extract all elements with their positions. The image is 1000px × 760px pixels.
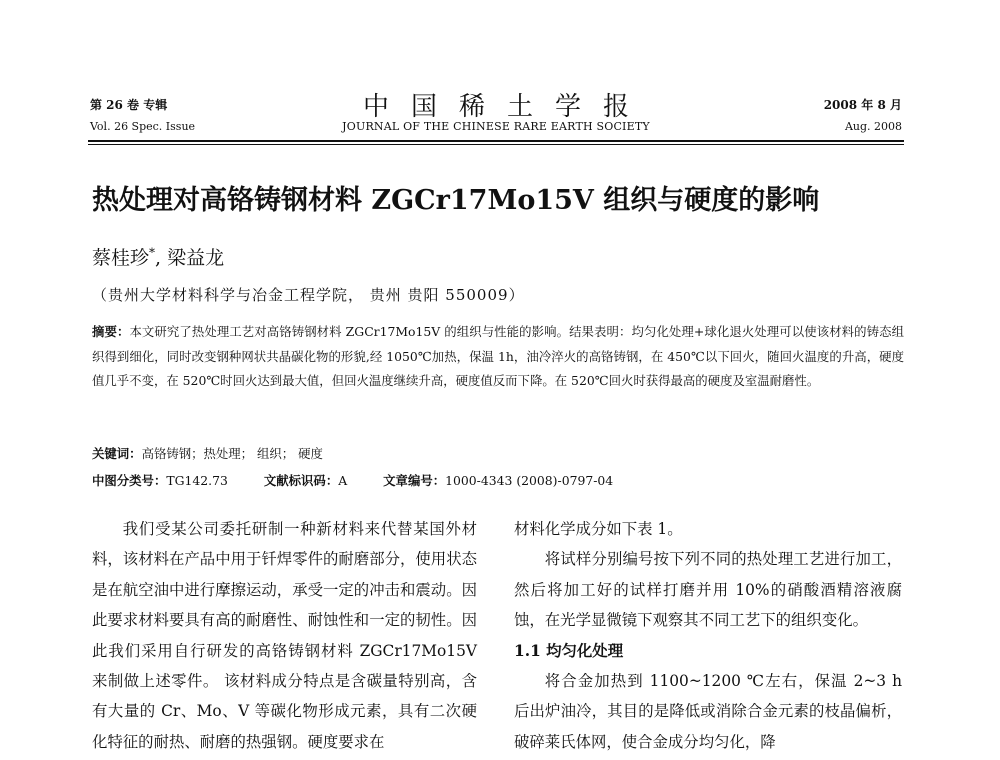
body-column-left <box>92 514 477 757</box>
doc-code-value: A <box>338 473 348 488</box>
article-title: 热处理对高铬铸钢材料 ZGCr17Mo15V 组织与硬度的影响 <box>92 185 820 216</box>
section-heading: 1.1 均匀化处理 <box>514 641 624 660</box>
article-number-value: 1000-4343 (2008)-0797-04 <box>445 473 614 488</box>
volume-en: Vol. 26 Spec. Issue <box>90 120 196 133</box>
header-rule-thin <box>88 144 904 145</box>
clc-value: TG142.73 <box>166 473 228 488</box>
body-paragraph: 将合金加热到 1100~1200 ℃左右，保温 2~3 h 后出炉油冷，其目的是降低或消除合金元素的枝晶偏析，破碎莱氏体网，使合金成分均匀化，降 <box>514 672 902 751</box>
abstract-label: 摘要： <box>92 324 130 339</box>
affiliation: （贵州大学材料科学与冶金工程学院， 贵州 贵阳 550009） <box>92 286 525 304</box>
journal-header-en <box>90 120 902 136</box>
corresponding-mark: * <box>149 245 156 260</box>
keywords-line <box>92 444 323 462</box>
clc-label: 中图分类号： <box>92 473 167 488</box>
author-primary: 蔡桂珍 <box>92 247 150 269</box>
author-secondary: , 梁益龙 <box>155 247 225 269</box>
author-list <box>92 243 224 270</box>
classification-line <box>92 471 613 489</box>
keywords-label: 关键词： <box>92 446 142 461</box>
doc-code-label: 文献标识码： <box>263 473 339 488</box>
journal-header-cn <box>90 86 902 122</box>
article-number-label: 文章编号： <box>383 473 446 488</box>
body-paragraph: 将试样分别编号按下列不同的热处理工艺进行加工，然后将加工好的试样打磨并用 10%的硝酸酒精溶液腐蚀，在光学显微镜下观察其不同工艺下的组织变化。 <box>514 550 902 630</box>
date-cn: 2008 年 8 月 <box>823 98 902 112</box>
header-rule-thick <box>88 140 904 142</box>
body-paragraph: 我们受某公司委托研制一种新材料来代替某国外材料，该材料在产品中用于钎焊零件的耐磨部分，使用状态是在航空油中进行摩擦运动，承受一定的冲击和震动。因此要求材料要具有高的耐磨性、耐蚀性和一定的韧性。因此我们采用自行研发的高铬铸钢材料 ZGCr17Mo15V 来制做上述零件。 该材料成分特点是含碳量特别高，含有大量的 Cr、Mo、V 等碳化物形成元素，具有二次硬化特征的耐热、耐磨的热强钢。硬度要求在 <box>92 520 477 751</box>
body-paragraph: 材料化学成分如下表 1。 <box>514 520 683 538</box>
abstract <box>92 320 904 394</box>
volume-cn: 第 26 卷 专辑 <box>90 98 168 112</box>
date-en: Aug. 2008 <box>844 120 902 133</box>
journal-title-cn: 中国稀土学报 <box>362 92 651 122</box>
abstract-text: 本文研究了热处理工艺对高铬铸钢材料 ZGCr17Mo15V 的组织与性能的影响。结果表明：均匀化处理+球化退火处理可以使该材料的铸态组织得到细化，同时改变钢种网状共晶碳化物的形貌,经 1050℃加热，保温 1h，油冷淬火的高铬铸钢，在 450℃以下回火，随回火温度的升高，硬度值几乎不变，在 520℃时回火达到最大值，但回火温度继续升高，硬度值反而下降。在 520℃回火时获得最高的硬度及室温耐磨性。 <box>92 324 904 389</box>
journal-title-en: JOURNAL OF THE CHINESE RARE EARTH SOCIETY <box>342 120 650 133</box>
keywords-text: 高铬铸钢；热处理； 组织； 硬度 <box>141 446 323 461</box>
body-column-right <box>514 514 902 757</box>
